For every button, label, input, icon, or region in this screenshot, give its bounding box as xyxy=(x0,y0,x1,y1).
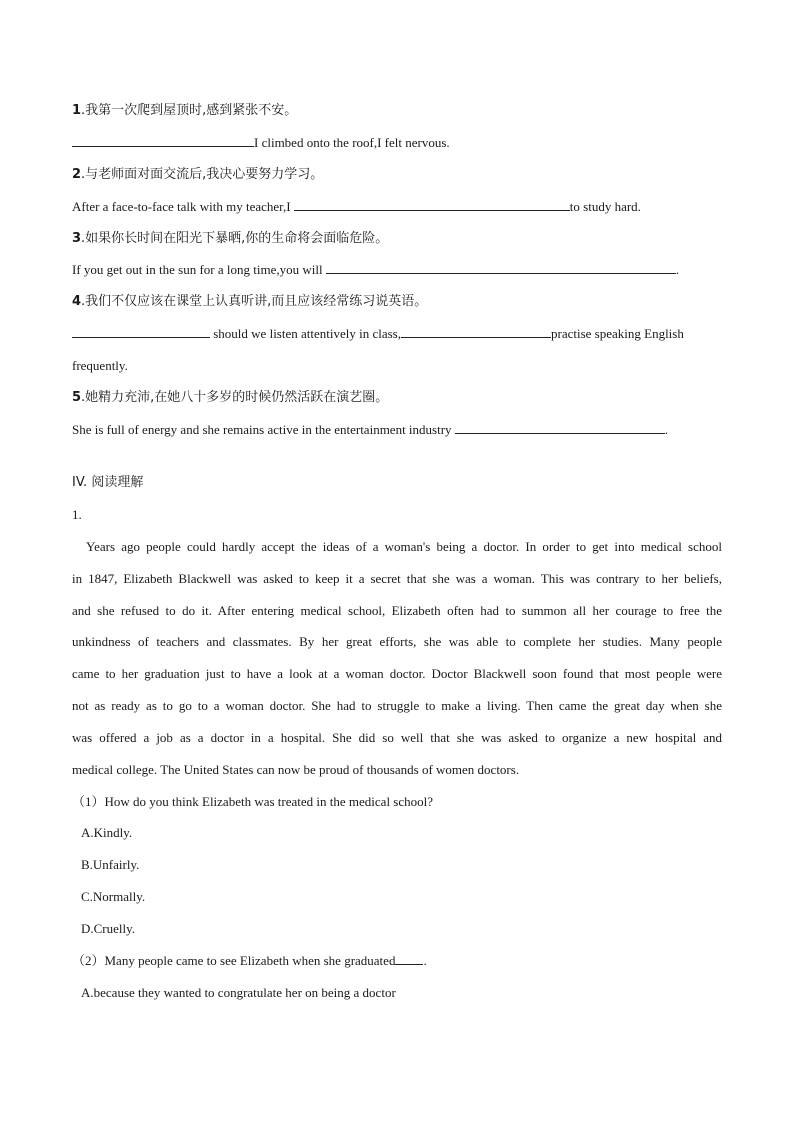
question-number: 5 xyxy=(72,390,82,405)
option-d[interactable]: D.Cruelly. xyxy=(81,921,136,936)
answer-text: After a face-to-face talk with my teacher,I xyxy=(72,199,291,214)
passage-line: unkindness of teachers and classmates. By her great efforts, she was able to complete her studies. Many people xyxy=(72,634,722,649)
section-title: IV. 阅读理解 xyxy=(72,475,144,490)
answer-blank[interactable] xyxy=(72,325,210,338)
translation-q5-answer xyxy=(72,421,668,439)
translation-q2-prompt xyxy=(72,166,323,184)
answer-text: She is full of energy and she remains active in the entertainment industry xyxy=(72,422,452,437)
answer-blank[interactable] xyxy=(294,198,570,211)
answer-text: . xyxy=(664,422,669,437)
question-number: 1 xyxy=(72,103,82,118)
translation-q3-answer xyxy=(72,261,679,279)
question-prompt: .我第一次爬到屋顶时,感到紧张不安。 xyxy=(81,103,298,118)
answer-text: practise speaking English xyxy=(551,326,684,341)
option-a[interactable]: A.because they wanted to congratulate her on being a doctor xyxy=(81,985,396,1000)
option-c[interactable]: C.Normally. xyxy=(81,889,146,904)
question-stem: （2）Many people came to see Elizabeth when she graduated xyxy=(72,953,396,968)
option-b[interactable]: B.Unfairly. xyxy=(81,857,140,872)
question-number: 3 xyxy=(72,231,82,246)
answer-blank[interactable] xyxy=(401,325,551,338)
question-prompt: .与老师面对面交流后,我决心要努力学习。 xyxy=(81,167,324,182)
translation-q1-prompt xyxy=(72,102,297,120)
passage-line: not as ready as to go to a woman doctor. She had to struggle to make a living. Then came the great day when she xyxy=(72,698,722,713)
translation-q2-answer xyxy=(72,198,641,216)
passage-line: was offered a job as a doctor in a hospital. She did so well that she was asked to organize a new hospital and xyxy=(72,730,722,745)
translation-q4-answer xyxy=(72,325,684,343)
question-number: 4 xyxy=(72,294,82,309)
translation-q4-prompt xyxy=(72,293,427,311)
translation-q5-prompt xyxy=(72,389,388,407)
question-prompt: .如果你长时间在阳光下暴晒,你的生命将会面临危险。 xyxy=(81,231,389,246)
answer-text: I climbed onto the roof,I felt nervous. xyxy=(254,135,450,150)
question-prompt: .她精力充沛,在她八十多岁的时候仍然活跃在演艺圈。 xyxy=(81,390,389,405)
question-prompt: .我们不仅应该在课堂上认真听讲,而且应该经常练习说英语。 xyxy=(81,294,428,309)
answer-blank[interactable] xyxy=(455,421,665,434)
passage-line: medical college. The United States can now be proud of thousands of women doctors. xyxy=(72,762,520,777)
option-a[interactable]: A.Kindly. xyxy=(81,825,133,840)
translation-q3-prompt xyxy=(72,230,388,248)
passage-line: in 1847, Elizabeth Blackwell was asked to keep it a secret that she was a woman. This was contrary to her beliefs, xyxy=(72,571,722,586)
reading-q1-stem: （1）How do you think Elizabeth was treated in the medical school? xyxy=(72,794,434,809)
answer-text: should we listen attentively in class, xyxy=(213,326,401,341)
answer-text: If you get out in the sun for a long time,you will xyxy=(72,262,323,277)
reading-q2-stem xyxy=(72,952,427,970)
stem-end: . xyxy=(423,953,427,968)
answer-blank[interactable] xyxy=(326,261,676,274)
passage-line: came to her graduation just to have a look at a woman doctor. Doctor Blackwell soon found that most people were xyxy=(72,666,722,681)
answer-blank[interactable] xyxy=(72,134,254,147)
answer-text: . xyxy=(675,262,680,277)
passage-line: Years ago people could hardly accept the ideas of a woman's being a doctor. In order to get into medical school xyxy=(86,539,722,554)
reading-item-number: 1. xyxy=(72,507,82,522)
translation-q4-answer-cont: frequently. xyxy=(72,358,128,373)
question-number: 2 xyxy=(72,167,82,182)
passage-line: and she refused to do it. After entering medical school, Elizabeth often had to summon all her courage to free the xyxy=(72,603,722,618)
answer-text: to study hard. xyxy=(569,199,641,214)
answer-blank[interactable] xyxy=(395,952,423,965)
translation-q1-answer xyxy=(72,134,450,152)
